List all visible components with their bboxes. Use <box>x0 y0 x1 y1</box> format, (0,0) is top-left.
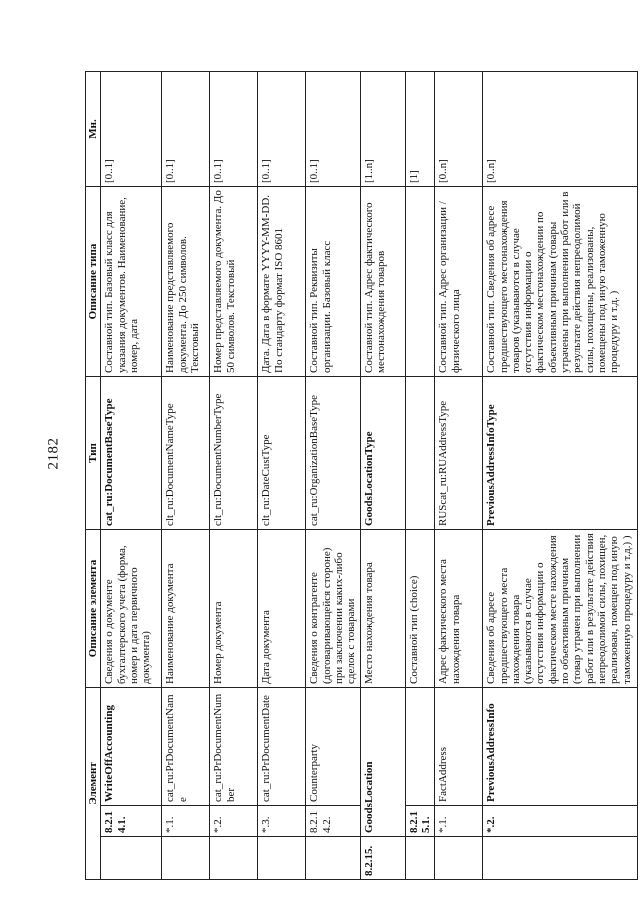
type-description: Составной тип. Реквизиты организации. Базовый класс <box>306 187 360 377</box>
element-type: clt_ru:DateCustType <box>258 377 306 530</box>
header-type: Тип <box>86 377 101 530</box>
type-description <box>405 187 435 377</box>
row-number <box>258 837 306 880</box>
element-name: WriteOffAccounting <box>101 688 162 806</box>
table-header-row <box>86 72 101 880</box>
element-type <box>405 377 435 530</box>
row-number <box>210 837 258 880</box>
row-subnumber: *.3. <box>258 806 306 837</box>
table-row <box>483 72 638 880</box>
element-type: cat_ru:OrganizationBaseType <box>306 377 360 530</box>
row-number <box>101 837 162 880</box>
element-type: cat_ru:DocumentBaseType <box>101 377 162 530</box>
element-table <box>85 71 638 880</box>
element-description: Сведения об адресе предшествующего места нахождения товара (указываются в случае отсутствия информации о фактическом месте нахождения по объективным причинам (товар утрачен при выполнении работ или в результате действия непреодолимой силы, похищен, реализован, помещен под иную таможенную процедуру и т.д.) ) <box>483 530 638 688</box>
row-subnumber: *.1. <box>435 806 483 837</box>
element-description: Сведения о документе бухгалтерского учета (форма, номер и дата первичного документа) <box>101 530 162 688</box>
element-name: PreviousAddressInfo <box>483 688 638 806</box>
row-number <box>306 837 360 880</box>
multiplicity: [1..n] <box>360 72 405 187</box>
element-description: Сведения о контрагенте (договаривающейся стороне) при заключении каких-либо сделок с товарами <box>306 530 360 688</box>
table-row <box>435 72 483 880</box>
multiplicity: [0..1] <box>258 72 306 187</box>
header-element-description: Описание элемента <box>86 530 101 688</box>
type-description: Номер представляемого документа. До 50 символов. Текстовый <box>210 187 258 377</box>
row-subnumber: *.1. <box>162 806 210 837</box>
type-description: Наименование представляемого документа. До 250 символов. Текстовый <box>162 187 210 377</box>
header-multiplicity: Мн. <box>86 72 101 187</box>
element-type: clt_ru:DocumentNumberType <box>210 377 258 530</box>
element-type: clt_ru:DocumentNameType <box>162 377 210 530</box>
multiplicity: [0..1] <box>306 72 360 187</box>
element-description: Дата документа <box>258 530 306 688</box>
row-subnumber: *.2. <box>483 806 638 837</box>
element-name: cat_ru:PrDocumentNumber <box>210 688 258 806</box>
multiplicity: [0..1] <box>210 72 258 187</box>
row-number <box>162 837 210 880</box>
table-row <box>162 72 210 880</box>
element-name: cat_ru:PrDocumentDate <box>258 688 306 806</box>
element-type: PreviousAddressInfoType <box>483 377 638 530</box>
multiplicity: [0..n] <box>435 72 483 187</box>
type-description: Составной тип. Адрес организации / физического лица <box>435 187 483 377</box>
row-number <box>435 837 483 880</box>
table-row <box>258 72 306 880</box>
element-name: cat_ru:PrDocumentName <box>162 688 210 806</box>
multiplicity: [0..n] <box>483 72 638 187</box>
type-description: Дата. Дата в формате YYYY-MM-DD. По стандарту формат ISO 8601 <box>258 187 306 377</box>
type-description: Составной тип. Адрес фактического местонахождения товаров <box>360 187 405 377</box>
row-number: 8.2.15. <box>360 837 405 880</box>
table-row <box>101 72 162 880</box>
element-type: RUScat_ru:RUAddressType <box>435 377 483 530</box>
rotated-table-container <box>85 72 633 880</box>
row-number: 8.2.14.2. <box>306 806 360 837</box>
element-description: Наименование документа <box>162 530 210 688</box>
element-name <box>405 688 435 806</box>
element-name: Counterparty <box>306 688 360 806</box>
table-sheet <box>85 72 633 880</box>
page-number: 2182 <box>45 437 62 470</box>
element-name: GoodsLocation <box>360 688 405 837</box>
multiplicity: [0..1] <box>101 72 162 187</box>
element-name: FactAddress <box>435 688 483 806</box>
row-number: 8.2.15.1. <box>405 806 435 837</box>
multiplicity: [1] <box>405 72 435 187</box>
header-type-description: Описание типа <box>86 187 101 377</box>
row-number: 8.2.14.1. <box>101 806 162 837</box>
element-description: Адрес фактического места нахождения товара <box>435 530 483 688</box>
row-number <box>405 837 435 880</box>
table-row <box>360 72 405 880</box>
table-row <box>210 72 258 880</box>
element-description: Составной тип (choice) <box>405 530 435 688</box>
multiplicity: [0..1] <box>162 72 210 187</box>
table-row <box>306 72 360 880</box>
row-number <box>483 837 638 880</box>
table-row <box>405 72 435 880</box>
type-description: Составной тип. Базовый класс для указания документов. Наименование, номер, дата <box>101 187 162 377</box>
element-description: Номер документа <box>210 530 258 688</box>
type-description: Составной тип. Сведения об адресе предшествующего местонахождения товаров (указываются в случае отсутствия информации о фактическом местонахождении по объективным причинам (товары утрачены при выполнении работ или в результате действия непреодолимой силы, похищены, реализованы, помещены под иную таможенную процедуру и т.д. ) <box>483 187 638 377</box>
row-subnumber: *.2. <box>210 806 258 837</box>
header-element: Элемент <box>86 688 101 880</box>
element-description: Место нахождения товара <box>360 530 405 688</box>
element-type: GoodsLocationType <box>360 377 405 530</box>
